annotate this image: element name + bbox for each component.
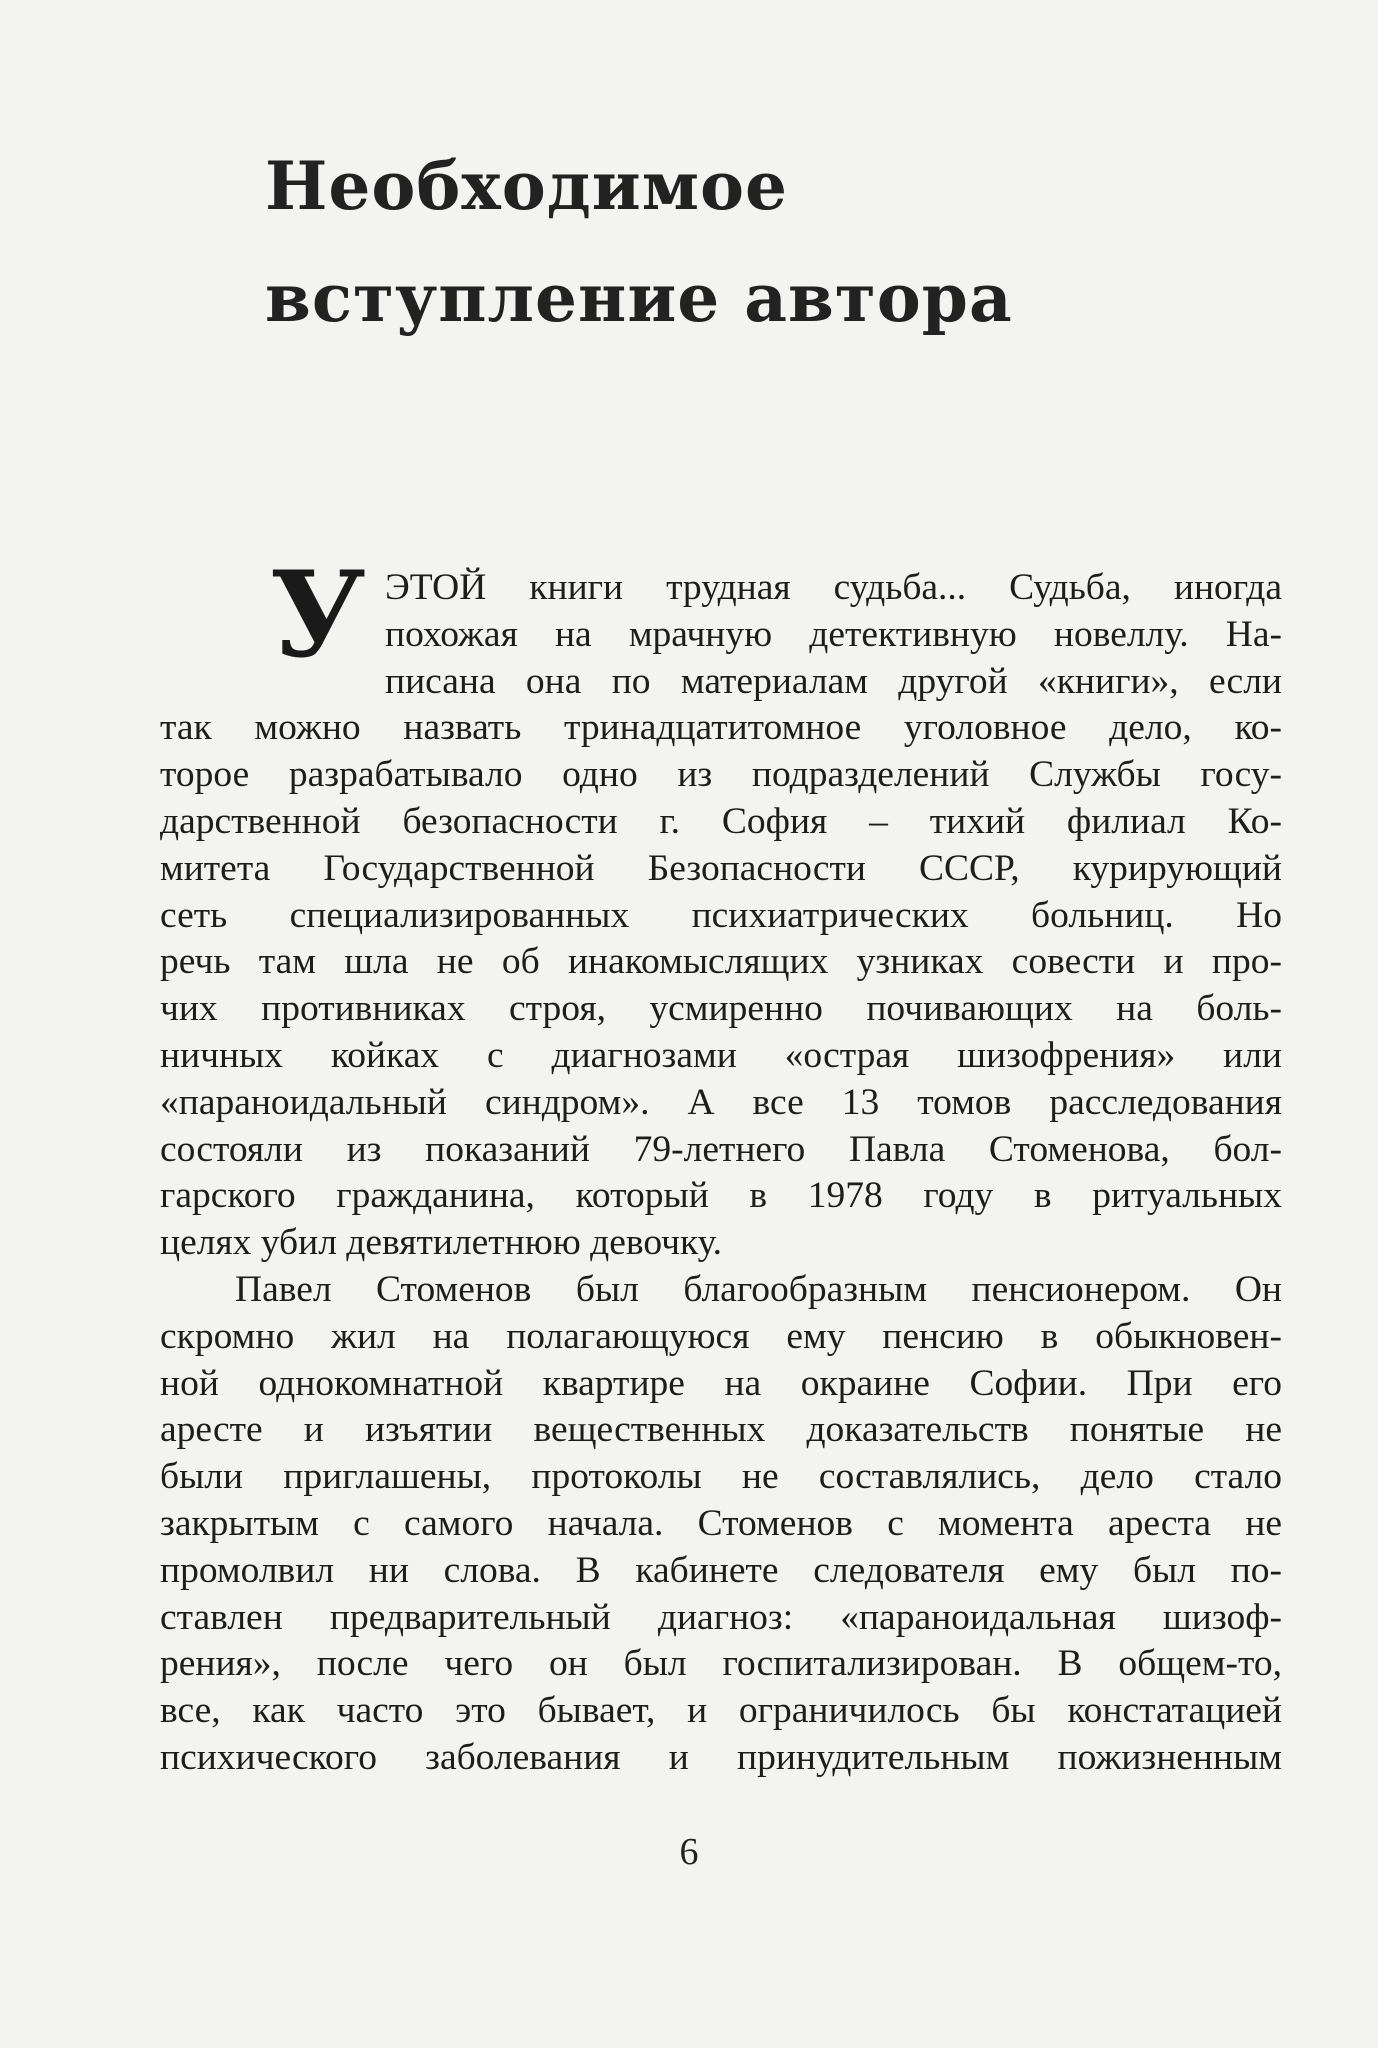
chapter-title-line-1: Необходимое	[265, 147, 789, 225]
text-line: ЭТОЙ книги трудная судьба... Судьба, иногда	[385, 567, 1282, 608]
text-line: речь там шла не об инакомыслящих узниках совести и про-	[160, 941, 1282, 983]
text-line: митета Государственной Безопасности СССР, курирующий	[160, 847, 1282, 889]
text-line: гарского гражданина, который в 1978 году в ритуальных	[160, 1175, 1282, 1217]
text-line: чих противниках строя, усмиренно почивающих на боль-	[160, 988, 1282, 1030]
text-line: психического заболевания и принудительным пожизненным	[160, 1736, 1282, 1778]
text-line: торое разрабатывало одно из подразделений Службы госу-	[160, 754, 1282, 796]
text-line: промолвил ни слова. В кабинете следователя ему был по-	[160, 1549, 1282, 1591]
page-number: 6	[679, 1831, 699, 1873]
text-line: сеть специализированных психиатрических больниц. Но	[160, 894, 1282, 936]
chapter-title	[265, 130, 1265, 354]
text-line: Павел Стоменов был благообразным пенсионером. Он	[235, 1268, 1282, 1310]
text-line: дарственной безопасности г. София – тихий филиал Ко-	[160, 800, 1282, 842]
text-line: рения», после чего он был госпитализирован. В общем-то,	[160, 1643, 1282, 1685]
text-line: похожая на мрачную детективную новеллу. На-	[385, 613, 1282, 655]
text-line: ничных койках с диагнозами «острая шизофрения» или	[160, 1034, 1282, 1076]
drop-cap-letter: У	[270, 545, 366, 684]
text-line: были приглашены, протоколы не составлялись, дело стало	[160, 1456, 1282, 1498]
text-line: закрытым с самого начала. Стоменов с момента ареста не	[160, 1502, 1282, 1544]
text-line: все, как часто это бывает, и ограничилось бы констатацией	[160, 1690, 1282, 1732]
text-line: скромно жил на полагающуюся ему пенсию в обыкновен-	[160, 1315, 1282, 1357]
text-line: «параноидальный синдром». А все 13 томов расследования	[160, 1081, 1282, 1123]
chapter-title-line-2: вступление автора	[265, 259, 1013, 337]
text-line: писана она по материалам другой «книги», если	[385, 660, 1282, 702]
text-line: состояли из показаний 79-летнего Павла Стоменова, бол-	[160, 1128, 1282, 1170]
text-line: так можно назвать тринадцатитомное уголовное дело, ко-	[160, 707, 1282, 749]
text-line: ной однокомнатной квартире на окраине Софии. При его	[160, 1362, 1282, 1404]
body-text	[160, 565, 1282, 1782]
text-line: аресте и изъятии вещественных доказательств понятые не	[160, 1409, 1282, 1451]
text-line: ставлен предварительный диагноз: «параноидальная шизоф-	[160, 1596, 1282, 1638]
text-line: целях убил девятилетнюю девочку.	[160, 1222, 723, 1264]
